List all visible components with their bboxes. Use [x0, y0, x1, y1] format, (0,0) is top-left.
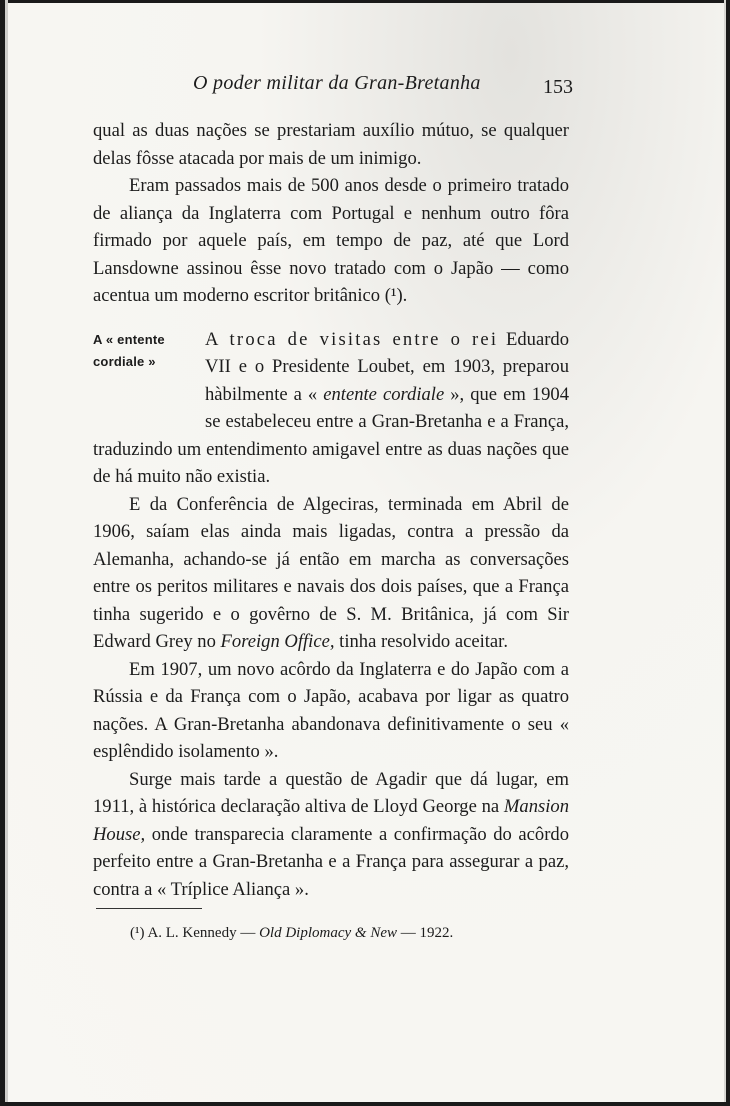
paragraph-6 — [93, 766, 569, 904]
margin-note: A « entente cordiale » — [93, 331, 165, 369]
paragraph-1: qual as duas nações se prestariam auxílio mútuo, se qualquer delas fôsse atacada por mais de um inimigo. — [93, 120, 569, 169]
running-title: O poder militar da Gran-Bretanha — [193, 72, 481, 94]
scan-edge-left — [0, 0, 14, 1106]
paragraph-6-text-b: onde transparecia claramente a confirmação do acôrdo perfeito entre a Gran-Bretanha e a França para assegurar a paz, contra a « Tríplice Aliança ». — [93, 823, 569, 900]
section-gap — [93, 310, 569, 326]
paragraph-4 — [93, 491, 569, 656]
scan-edge-bottom — [0, 1098, 730, 1106]
body-text — [93, 117, 569, 903]
paragraph-3 — [93, 326, 569, 491]
paragraph-6-text-a: Surge mais tarde a questão de Agadir que dá lugar, em 1911, à histórica declaração altiva de Lloyd George na — [93, 768, 569, 817]
footnote-rule — [96, 908, 202, 909]
paragraph-3-text-a: Eduardo VII e o Presidente Loubet, em 1903, preparou hàbilmente a « — [205, 328, 569, 405]
paragraph-4-text-a: E da Conferência de Algeciras, terminada em Abril de 1906, saíam elas ainda mais ligadas, contra a pressão da Alemanha, achando-se já então em marcha as conversações entre os peritos militares e navais dos dois países, que a França tinha sugerido e o govêrno de S. M. Britânica, já com Sir Edward Grey no — [93, 493, 569, 652]
paragraph-2: Eram passados mais de 500 anos desde o primeiro tratado de aliança da Inglaterra com Portugal e nenhum outro fôra firmado por aquele país, em tempo de paz, até que Lord Lansdowne assinou êsse novo tratado com o Japão — como acentua um moderno escritor britânico (¹). — [93, 175, 569, 306]
page-header — [93, 72, 573, 102]
paragraph-3-lead: A troca de visitas entre o rei — [205, 328, 499, 350]
paragraph-6-italic: Mansion House, — [93, 796, 569, 845]
page-number: 153 — [543, 76, 573, 98]
scan-edge-right — [720, 0, 730, 1106]
footnote-author: A. L. Kennedy — — [147, 925, 256, 941]
paragraph-3-text-b: », que em 1904 se estabeleceu entre a Gran-Bretanha e a França, traduzindo um entendimento amigavel entre as duas nações que de há muito não existia. — [93, 383, 569, 487]
footnote — [130, 925, 453, 942]
scan-edge-top — [0, 0, 730, 6]
footnote-title: Old Diplomacy & New — [259, 925, 397, 941]
footnote-marker: (¹) — [130, 925, 145, 941]
paragraph-4-italic: Foreign Office, — [220, 631, 335, 652]
footnote-year: — 1922. — [400, 925, 454, 941]
paragraph-3-italic: entente cordiale — [323, 383, 445, 405]
paragraph-4-text-b: tinha resolvido aceitar. — [334, 631, 508, 652]
paragraph-5: Em 1907, um novo acôrdo da Inglaterra e do Japão com a Rússia e da França com o Japão, acabava por ligar as quatro nações. A Gran-Bretanha abandonava definitivamente o seu « esplêndido isolamento ». — [93, 658, 569, 762]
